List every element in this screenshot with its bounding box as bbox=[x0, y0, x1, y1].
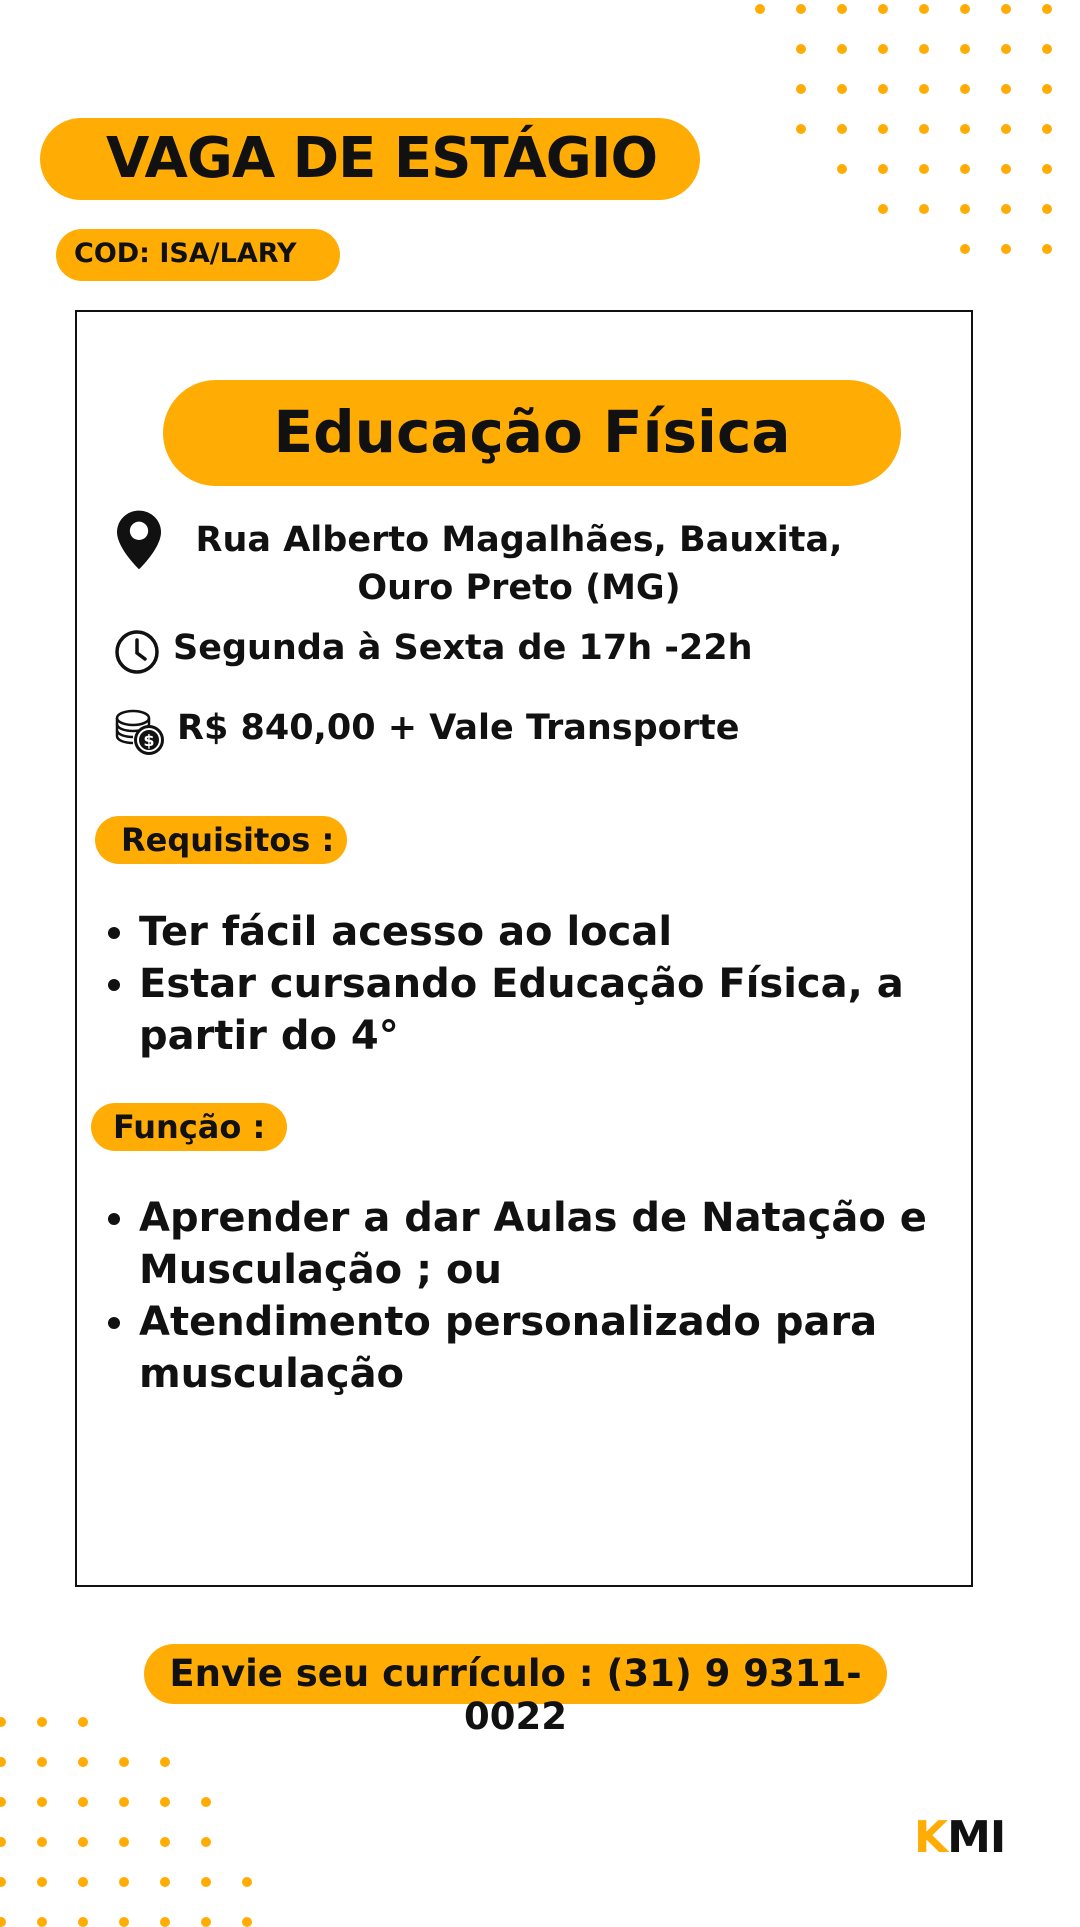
decorative-dot bbox=[1042, 204, 1052, 214]
decorative-dot bbox=[1001, 164, 1011, 174]
decorative-dot bbox=[201, 1877, 211, 1887]
decorative-dot bbox=[160, 1837, 170, 1847]
page-title: VAGA DE ESTÁGIO bbox=[106, 126, 658, 191]
decorative-dot bbox=[837, 44, 847, 54]
logo-rest: MI bbox=[947, 1812, 1006, 1863]
decorative-dot bbox=[1042, 84, 1052, 94]
decorative-dot bbox=[837, 164, 847, 174]
decorative-dot bbox=[37, 1797, 47, 1807]
decorative-dot bbox=[119, 1877, 129, 1887]
list-item: • Ter fácil acesso ao local bbox=[139, 906, 939, 958]
decorative-dot bbox=[1042, 44, 1052, 54]
decorative-dot bbox=[78, 1757, 88, 1767]
decorative-dot bbox=[37, 1917, 47, 1927]
requirements-list bbox=[77, 906, 939, 1062]
decorative-dot bbox=[960, 244, 970, 254]
hours-row bbox=[113, 624, 752, 676]
requirements-label: Requisitos : bbox=[121, 821, 335, 859]
decorative-dot bbox=[160, 1917, 170, 1927]
decorative-dot bbox=[242, 1877, 252, 1887]
decorative-dot bbox=[960, 4, 970, 14]
decorative-dot bbox=[1001, 204, 1011, 214]
decorative-dot bbox=[796, 124, 806, 134]
decorative-dot bbox=[796, 84, 806, 94]
decorative-dot bbox=[837, 4, 847, 14]
decorative-dot bbox=[78, 1877, 88, 1887]
decorative-dot bbox=[119, 1917, 129, 1927]
decorative-dot bbox=[837, 124, 847, 134]
decorative-dot bbox=[160, 1877, 170, 1887]
decorative-dot bbox=[1042, 164, 1052, 174]
code-badge bbox=[56, 229, 340, 281]
salary-row bbox=[113, 704, 739, 758]
function-label: Função : bbox=[113, 1108, 266, 1146]
decorative-dot bbox=[919, 124, 929, 134]
decorative-dot bbox=[878, 4, 888, 14]
decorative-dot bbox=[160, 1757, 170, 1767]
address-text: Rua Alberto Magalhães, Bauxita, Ouro Preto (MG) bbox=[195, 520, 843, 608]
list-item: • Atendimento personalizado para musculação bbox=[139, 1296, 939, 1400]
decorative-dot bbox=[37, 1757, 47, 1767]
decorative-dot bbox=[37, 1717, 47, 1727]
decorative-dot bbox=[960, 84, 970, 94]
decorative-dot bbox=[37, 1837, 47, 1847]
decorative-dot bbox=[160, 1797, 170, 1807]
decorative-dot bbox=[78, 1797, 88, 1807]
decorative-dot bbox=[796, 4, 806, 14]
decorative-dot bbox=[919, 44, 929, 54]
decorative-dot bbox=[1042, 4, 1052, 14]
decorative-dot bbox=[1001, 4, 1011, 14]
coins-icon bbox=[113, 704, 167, 758]
function-list bbox=[77, 1192, 939, 1400]
title-banner bbox=[40, 118, 700, 200]
decorative-dot bbox=[878, 84, 888, 94]
decorative-dot bbox=[919, 4, 929, 14]
decorative-dot bbox=[242, 1917, 252, 1927]
decorative-dot bbox=[837, 84, 847, 94]
location-pin-icon bbox=[117, 510, 161, 570]
decorative-dot bbox=[960, 44, 970, 54]
code-label: COD: ISA/LARY bbox=[74, 238, 297, 269]
decorative-dot bbox=[119, 1797, 129, 1807]
salary-text: R$ 840,00 + Vale Transporte bbox=[177, 708, 740, 748]
decorative-dot bbox=[960, 124, 970, 134]
address-row bbox=[117, 516, 877, 612]
decorative-dot bbox=[1042, 244, 1052, 254]
decorative-dot bbox=[201, 1837, 211, 1847]
decorative-dot bbox=[0, 1797, 6, 1807]
contact-banner bbox=[144, 1644, 887, 1738]
job-card bbox=[75, 310, 973, 1587]
decorative-dot bbox=[960, 164, 970, 174]
decorative-dot bbox=[796, 44, 806, 54]
requirements-badge bbox=[95, 816, 347, 864]
decorative-dot bbox=[1001, 84, 1011, 94]
decorative-dot bbox=[0, 1757, 6, 1767]
decorative-dot bbox=[78, 1717, 88, 1727]
decorative-dot bbox=[1042, 124, 1052, 134]
course-banner bbox=[163, 380, 901, 486]
decorative-dot bbox=[201, 1797, 211, 1807]
decorative-dot bbox=[0, 1717, 6, 1727]
decorative-dot bbox=[1001, 124, 1011, 134]
function-badge bbox=[91, 1103, 287, 1151]
kmi-logo bbox=[914, 1812, 1005, 1863]
decorative-dot bbox=[878, 44, 888, 54]
decorative-dot bbox=[78, 1837, 88, 1847]
decorative-dot bbox=[919, 84, 929, 94]
decorative-dot bbox=[878, 164, 888, 174]
decorative-dot bbox=[0, 1837, 6, 1847]
decorative-dot bbox=[919, 204, 929, 214]
logo-k: K bbox=[914, 1812, 948, 1863]
decorative-dot bbox=[960, 204, 970, 214]
list-item: • Estar cursando Educação Física, a partir do 4° bbox=[139, 958, 939, 1062]
decorative-dot bbox=[119, 1757, 129, 1767]
decorative-dot bbox=[878, 204, 888, 214]
decorative-dot bbox=[37, 1877, 47, 1887]
decorative-dot bbox=[1001, 44, 1011, 54]
decorative-dot bbox=[755, 4, 765, 14]
decorative-dot bbox=[0, 1877, 6, 1887]
decorative-dot bbox=[0, 1917, 6, 1927]
course-title: Educação Física bbox=[273, 398, 791, 466]
clock-icon bbox=[113, 628, 161, 676]
decorative-dot bbox=[119, 1837, 129, 1847]
list-item: • Aprender a dar Aulas de Natação e Musculação ; ou bbox=[139, 1192, 939, 1296]
decorative-dot bbox=[201, 1917, 211, 1927]
decorative-dot bbox=[919, 164, 929, 174]
decorative-dot bbox=[78, 1917, 88, 1927]
hours-text: Segunda à Sexta de 17h -22h bbox=[173, 628, 753, 668]
svg-text:$: $ bbox=[143, 731, 155, 750]
decorative-dot bbox=[878, 124, 888, 134]
contact-text: Envie seu currículo : (31) 9 9311-0022 bbox=[169, 1652, 862, 1738]
decorative-dot bbox=[1001, 244, 1011, 254]
